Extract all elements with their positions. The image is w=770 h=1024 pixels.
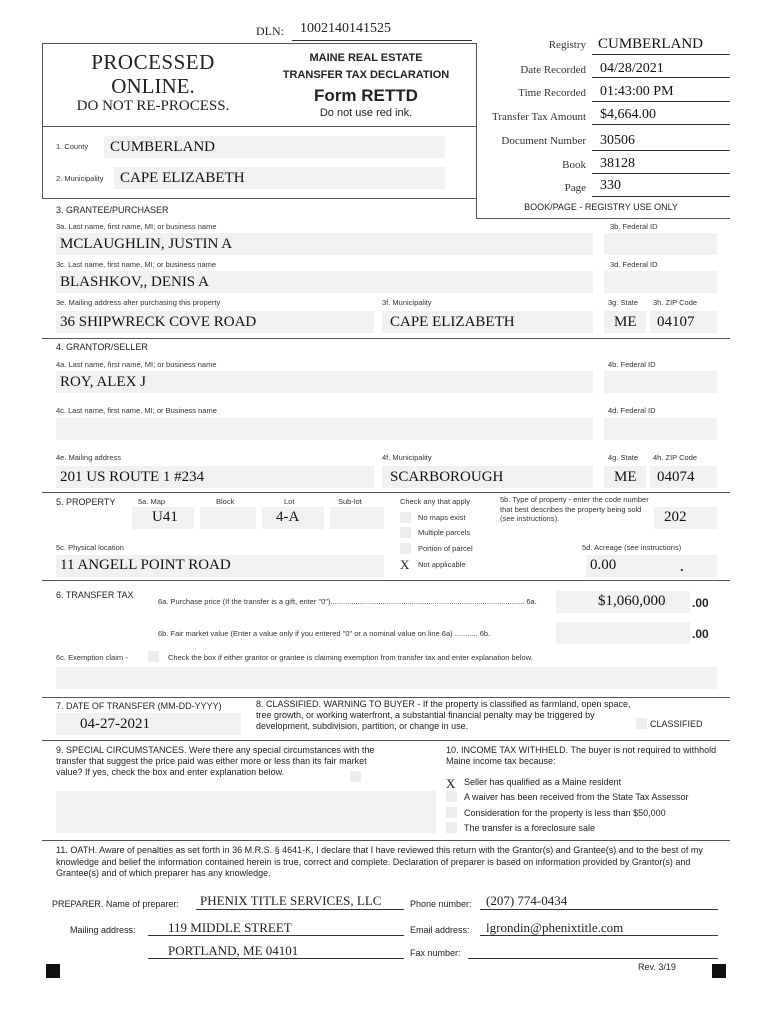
waiver-label: A waiver has been received from the State Tax Assessor: [464, 792, 689, 802]
mailing-address-2: PORTLAND, ME 04101: [168, 943, 299, 958]
grantee-3c-label: 3c. Last name, first name, MI; or business name: [56, 260, 217, 269]
grantor-4g-value: ME: [614, 469, 637, 485]
county-value: CUMBERLAND: [110, 139, 216, 155]
form-title-3: Form RETTD: [314, 86, 418, 105]
classified-text: 8. CLASSIFIED. WARNING TO BUYER - If the property is classified as farmland, open space, tree growth, or working waterfront, a substantial financial penalty may be triggered by development, subdivision, partition, or change in use.: [256, 699, 631, 731]
lot-label: Lot: [284, 497, 295, 506]
acreage-value: 0.00: [590, 557, 617, 573]
block-label: Block: [216, 497, 235, 506]
map-label: 5a. Map: [138, 497, 166, 506]
tax-amount-value: $4,664.00: [600, 107, 656, 122]
grantee-3a-value: MCLAUGHLIN, JUSTIN A: [60, 236, 233, 252]
exemption-label: 6c. Exemption claim -: [56, 653, 128, 662]
form-title-1: MAINE REAL ESTATE: [309, 52, 423, 64]
registry-value: CUMBERLAND: [598, 36, 704, 52]
book-value: 38128: [600, 156, 635, 171]
grantor-4d-label: 4d. Federal ID: [608, 406, 656, 415]
municipality-value: CAPE ELIZABETH: [120, 170, 245, 186]
purchase-price-label: 6a. Purchase price (If the transfer is a gift, enter "0")............................................................................................. 6a.: [158, 597, 537, 606]
seller-resident-label: Seller has qualified as a Maine resident: [464, 777, 622, 787]
physical-location-value: 11 ANGELL POINT ROAD: [60, 557, 231, 573]
grantee-3e-value: 36 SHIPWRECK COVE ROAD: [60, 314, 257, 330]
not-applicable-label: Not applicable: [418, 560, 466, 569]
purchase-price-value: $1,060,000: [598, 593, 666, 609]
portion-parcel-label: Portion of parcel: [418, 544, 473, 553]
property-type-value: 202: [664, 509, 687, 525]
grantor-4e-label: 4e. Mailing address: [56, 453, 122, 462]
multiple-parcels-checkbox[interactable]: [400, 527, 411, 538]
registry-footer: BOOK/PAGE - REGISTRY USE ONLY: [524, 202, 678, 212]
lot-value: 4-A: [276, 509, 300, 525]
grantor-4f-label: 4f. Municipality: [382, 453, 432, 462]
property-title: 5. PROPERTY: [56, 497, 116, 507]
form-title-2: TRANSFER TAX DECLARATION: [282, 69, 450, 81]
no-maps-checkbox[interactable]: [400, 512, 411, 523]
grantor-4a-value: ROY, ALEX J: [60, 374, 146, 390]
property-type-label: 5b. Type of property - enter the code number that best describes the property being sold (see instructions).: [500, 495, 649, 523]
stamp-line1: PROCESSED: [91, 50, 215, 74]
exemption-text: Check the box if either grantor or grantee is claiming exemption from transfer tax and enter explanation below.: [168, 653, 533, 662]
oath-text: 11. OATH. Aware of penalties as set forth in 36 M.R.S. § 4641-K, I declare that I have reviewed this return with the Grantor(s) and Grantee(s) and to the best of my knowledge and belief the information contained herein is true, correct and complete. Declaration of preparer is based on information provided by Grantor(s) and Grantee(s) and of which preparer has any knowledge.: [56, 845, 703, 878]
consideration-checkbox[interactable]: [446, 807, 457, 818]
grantor-4b-label: 4b. Federal ID: [608, 360, 656, 369]
email-value: lgrondin@phenixtitle.com: [486, 920, 624, 935]
income-tax-text: 10. INCOME TAX WITHHELD. The buyer is not required to withhold Maine income tax because:: [446, 745, 717, 766]
grantor-4f-value: SCARBOROUGH: [390, 469, 504, 485]
seller-resident-checkbox[interactable]: X: [446, 776, 456, 791]
grantee-title: 3. GRANTEE/PURCHASER: [56, 205, 169, 215]
waiver-checkbox[interactable]: [446, 791, 457, 802]
sublot-label: Sub-lot: [338, 497, 362, 506]
foreclosure-checkbox[interactable]: [446, 822, 457, 833]
page-label: Page: [564, 182, 586, 194]
time-recorded-label: Time Recorded: [518, 87, 586, 99]
grantor-4g-label: 4g. State: [608, 453, 639, 462]
grantee-3d-field[interactable]: [604, 271, 717, 293]
stamp-line3: DO NOT RE-PROCESS.: [76, 98, 230, 114]
special-explanation-field[interactable]: [56, 791, 436, 833]
book-label: Book: [562, 159, 586, 171]
multiple-parcels-label: Multiple parcels: [418, 528, 471, 537]
fair-market-field[interactable]: [556, 622, 690, 644]
phone-label: Phone number:: [410, 899, 472, 909]
exemption-explanation-field[interactable]: [56, 667, 717, 689]
phone-value: (207) 774-0434: [486, 893, 568, 908]
dln-value: 1002140141525: [300, 21, 391, 36]
grantor-4c-label: 4c. Last name, first name, MI; or Business name: [56, 406, 217, 415]
email-label: Email address:: [410, 925, 470, 935]
alignment-mark-left: [46, 964, 60, 978]
no-maps-label: No maps exist: [418, 513, 466, 522]
preparer-name-label: PREPARER. Name of preparer:: [52, 899, 179, 909]
registry-label: Registry: [548, 39, 586, 51]
check-apply-label: Check any that apply: [400, 497, 471, 506]
fair-market-cents: .00: [692, 627, 709, 641]
grantee-3b-label: 3b. Federal ID: [610, 222, 658, 231]
classified-checkbox[interactable]: [636, 718, 647, 729]
document-number-value: 30506: [600, 133, 635, 148]
document-number-label: Document Number: [501, 135, 586, 147]
municipality-label: 2. Municipality: [56, 174, 104, 183]
grantee-3a-label: 3a. Last name, first name, MI; or business name: [56, 222, 217, 231]
grantor-4d-field[interactable]: [604, 418, 717, 440]
date-transfer-label: 7. DATE OF TRANSFER (MM-DD-YYYY): [56, 701, 222, 711]
purchase-price-cents: .00: [692, 596, 709, 610]
grantee-3h-label: 3h. ZIP Code: [653, 298, 698, 307]
grantee-3c-value: BLASHKOV,, DENIS A: [60, 274, 209, 290]
mailing-address-label: Mailing address:: [70, 925, 136, 935]
date-transfer-value: 04-27-2021: [80, 716, 150, 732]
stamp-line2: ONLINE.: [111, 74, 195, 98]
grantee-3g-label: 3g. State: [608, 298, 639, 307]
revision-label: Rev. 3/19: [638, 962, 676, 972]
block-field[interactable]: [200, 507, 256, 529]
acreage-dot: .: [680, 559, 684, 574]
grantee-3f-value: CAPE ELIZABETH: [390, 314, 515, 330]
acreage-label: 5d. Acreage (see instructions): [582, 543, 682, 552]
preparer-name-value: PHENIX TITLE SERVICES, LLC: [200, 893, 382, 908]
consideration-label: Consideration for the property is less than $50,000: [464, 808, 666, 818]
grantee-3d-label: 3d. Federal ID: [610, 260, 658, 269]
portion-parcel-checkbox[interactable]: [400, 543, 411, 554]
special-circumstances-checkbox[interactable]: [350, 771, 361, 782]
date-recorded-value: 04/28/2021: [600, 61, 664, 76]
exemption-checkbox[interactable]: [148, 651, 159, 662]
grantor-4b-field[interactable]: [604, 371, 717, 393]
sublot-field[interactable]: [330, 507, 384, 529]
time-recorded-value: 01:43:00 PM: [600, 84, 674, 99]
form-note: Do not use red ink.: [319, 107, 413, 119]
tax-amount-label: Transfer Tax Amount: [492, 111, 586, 123]
grantee-3g-value: ME: [614, 314, 637, 330]
transfer-tax-title: 6. TRANSFER TAX: [56, 590, 134, 600]
map-value: U41: [152, 509, 178, 525]
date-recorded-label: Date Recorded: [520, 64, 586, 76]
physical-location-label: 5c. Physical location: [56, 543, 124, 552]
special-circumstances-text: 9. SPECIAL CIRCUMSTANCES. Were there any special circumstances with the transfer that suggest the price paid was either more or less than its fair market value? If yes, check the box and enter explanation below.: [56, 745, 375, 777]
foreclosure-label: The transfer is a foreclosure sale: [464, 823, 596, 833]
grantee-3h-value: 04107: [657, 314, 695, 330]
grantor-4e-value: 201 US ROUTE 1 #234: [60, 469, 205, 485]
fair-market-label: 6b. Fair market value (Enter a value only if you entered "0" or a nominal value on line 6a) ........... 6b.: [158, 629, 491, 638]
grantor-4a-label: 4a. Last name, first name, MI; or business name: [56, 360, 217, 369]
classified-label: CLASSIFIED: [650, 719, 703, 729]
alignment-mark-right: [712, 964, 726, 978]
county-label: 1. County: [56, 142, 89, 151]
grantor-4h-label: 4h. ZIP Code: [653, 453, 698, 462]
page-value: 330: [600, 178, 621, 193]
grantor-4c-field[interactable]: [56, 418, 593, 440]
grantor-title: 4. GRANTOR/SELLER: [56, 342, 148, 352]
grantee-3f-label: 3f. Municipality: [382, 298, 432, 307]
fax-label: Fax number:: [410, 948, 461, 958]
grantee-3e-label: 3e. Mailing address after purchasing this property: [56, 298, 221, 307]
grantor-4h-value: 04074: [657, 469, 695, 485]
grantee-3b-field[interactable]: [604, 233, 717, 255]
dln-label: DLN:: [256, 24, 284, 38]
mailing-address-1: 119 MIDDLE STREET: [168, 920, 292, 935]
not-applicable-checkbox[interactable]: X: [400, 557, 410, 572]
